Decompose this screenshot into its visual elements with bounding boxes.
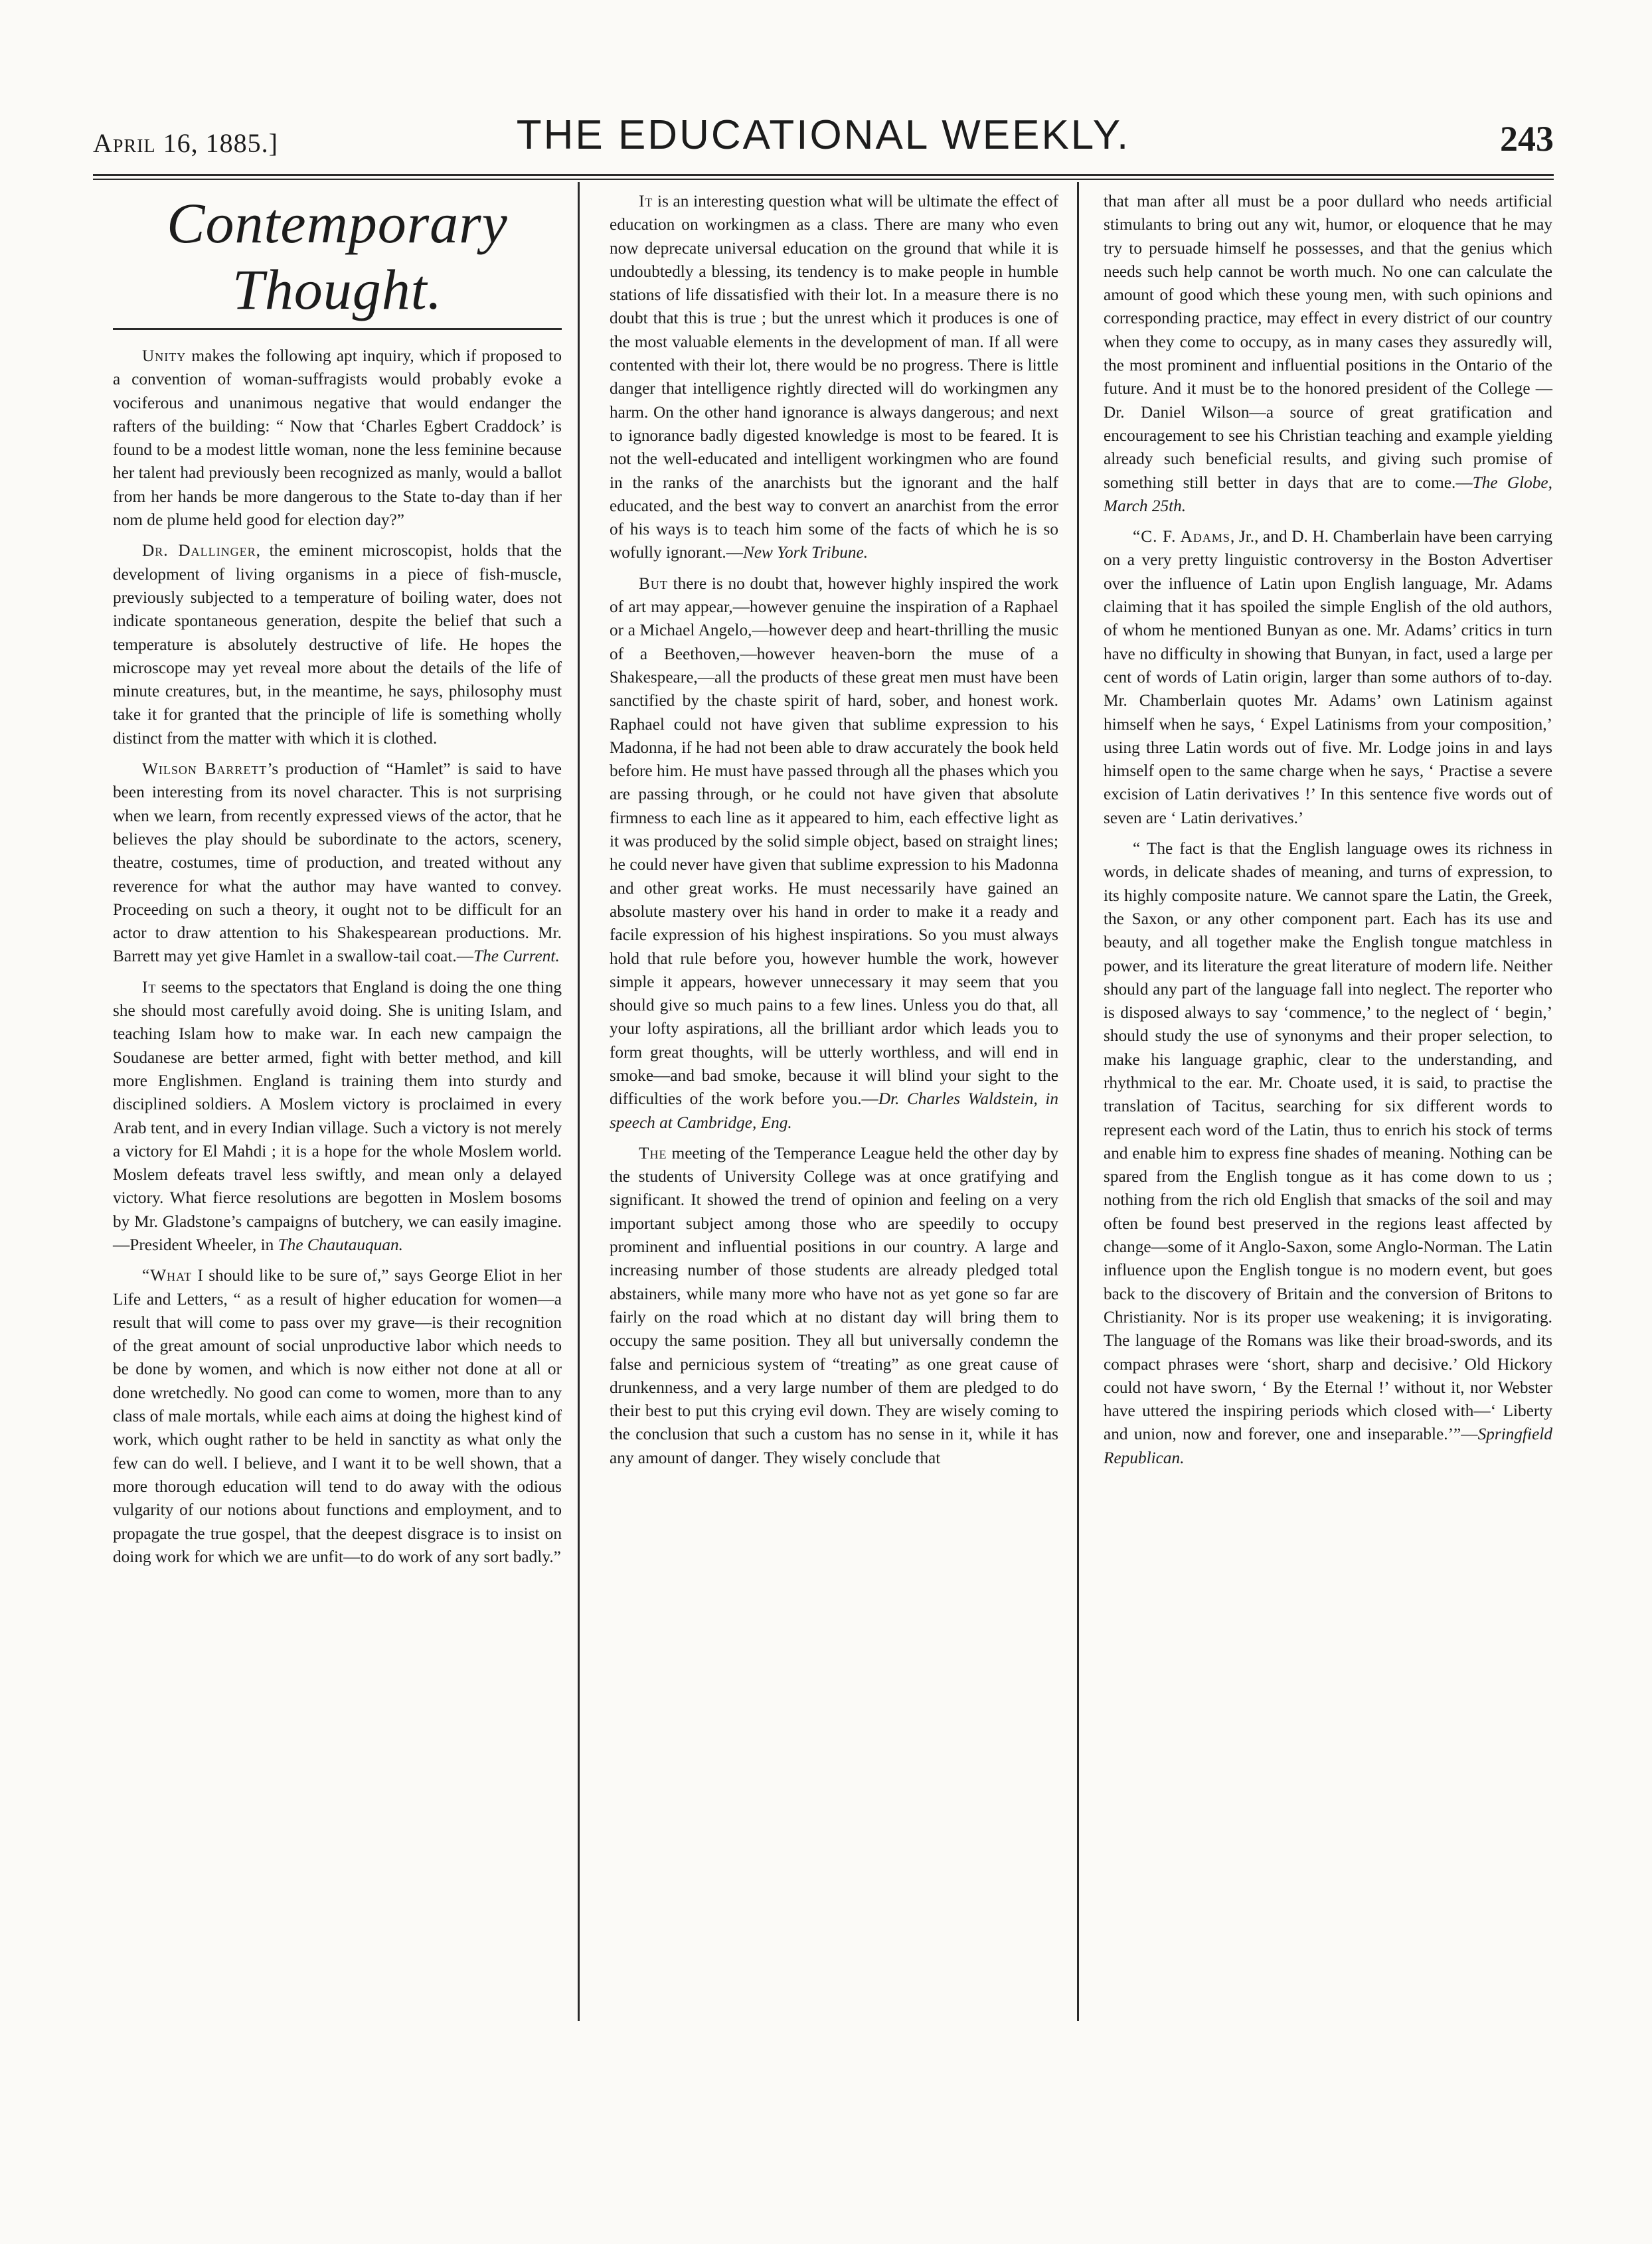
column-divider-2 bbox=[1077, 182, 1079, 2021]
article-text: I should like to be sure of,” says George Eliot in her Life and Letters, “ as a result of higher education for women—a result that will come to pass over my grave—is their recognition of the great amount of social unproductive labor which needs to be done by women, and which is now either not done at all or done wretchedly. No good can come to women, more than to any class of male mortals, while each aims at doing the highest kind of work, which ought rather to be held in sanctity as what only the few can do well. I believe, and I want it to be well shown, that a more thorough education will tend to do away with the odious vulgarity of our notions about functions and employment, and to propagate the true gospel, that the deepest disgrace is to insist on doing work for which we are unfit—to do work of any sort badly.” bbox=[113, 1266, 562, 1566]
article-paragraph bbox=[610, 572, 1058, 1135]
article-text: , the eminent microscopist, holds that the development of living organisms in a piece of fish-muscle, previously subjected to a temperature of boiling water, does not indicate spontaneous generation, despite the belief that such a temperature is absolutely destructive of life. He hopes the microscope may yet reveal more about the details of the life of minute creatures, but, in the meantime, he says, philosophy must take it for granted that the principle of life is something wholly distinct from the matter with which it is clothed. bbox=[113, 541, 562, 748]
column-left bbox=[113, 190, 562, 1576]
article-source: The Globe, March 25th. bbox=[1104, 473, 1552, 515]
article-source: Dr. Charles Waldstein, in speech at Cambridge, Eng. bbox=[610, 1089, 1058, 1132]
article-text: “ The fact is that the English language owes its richness in words, in delicate shades of meaning, and turns of expression, to its highly composite nature. We cannot spare the Latin, the Greek, the Saxon, or any other component part. Each has its use and beauty, and all together make the English tongue matchless in power, and its literature the great literature of modern life. Neither should any part of the language fall into neglect. The reporter who is disposed always to say ‘commence,’ to the neglect of ‘ begin,’ should study the use of synonyms and their proper selection, to make his language graphic, clear to the understanding, and rhythmical to the ear. Mr. Choate used, it is said, to practise the translation of Tacitus, searching for six different words to represent each word of the Latin, thus to enrich his stock of terms and enable him to express fine shades of meaning. Nothing can be spared from the English tongue as it has come down to us ; nothing from the rich old English that smacks of the soil and may often be found best preserved in the regions least affected by change—some of it Anglo-Saxon, some Anglo-Norman. The Latin influence upon the English tongue is no modern event, but goes back to the discovery of Britain and the conversion of Britons to Christianity. Nor is its proper use weakening; it is invigorating. The language of the Romans was like their broad-swords, and its compact phrases were ‘short, sharp and decisive.’ Old Hickory could not have sworn, ‘ By the Eternal !’ without it, nor Webster have uttered the inspiring periods which closed with—‘ Liberty and union, now and forever, one and inseparable.’”— bbox=[1104, 839, 1552, 1444]
article-lead: The bbox=[639, 1143, 667, 1162]
article-paragraph bbox=[113, 758, 562, 969]
column-divider-1 bbox=[578, 182, 580, 2021]
article-paragraph bbox=[113, 345, 562, 532]
article-paragraph bbox=[1104, 525, 1552, 830]
article-paragraph bbox=[610, 190, 1058, 565]
article-text: there is no doubt that, however highly inspired the work of art may appear,—however genuine the inspiration of a Raphael or a Michael Angelo,—however deep and heart-thrilling the music of a Beethoven,—however heaven-born the muse of a Shakespeare,—all the products of these great men must have been sanctified by the chaste spirit of hard, sober, and honest work. Raphael could not have given that sublime expression to his Madonna, if he had not been able to draw accurately the book held before him. He must have passed through all the phases which you are passing through, or he could not have given that absolute firmness to each line as it appeared to him, each effective light as it was produced by the solid simple object, based on straight lines; he could never have given that sublime expression to his Madonna and other great works. He must necessarily have gained an absolute mastery over his hand in order to make it a ready and facile expression of his highest inspirations. So you must always hold that rule before you, however humble the work, however simple it appears, however unnecessary it may seem that you should give so much pains to a few lines. Unless you do that, all your lofty aspirations, all the brilliant ardor which leads you to form great thoughts, will be utterly worthless, and will end in smoke—and bad smoke, because it will blind your sight to the difficulties of the work before you.— bbox=[610, 574, 1058, 1109]
article-source: Springfield Republican. bbox=[1104, 1425, 1552, 1467]
publication-title: THE EDUCATIONAL WEEKLY. bbox=[516, 112, 1131, 158]
header-rule-bottom bbox=[93, 179, 1554, 180]
article-source: The Chautauquan. bbox=[278, 1235, 403, 1254]
article-text: that man after all must be a poor dullard who needs artificial stimulants to bring out any wit, humor, or eloquence that he may try to persuade himself he possesses, and that the genius which needs such help cannot be worth much. No one can calculate the amount of good which these young men, with such opinions and corresponding practice, may effect in every district of our country when they come to occupy, as in many cases they assuredly will, the most prominent and influential positions in the Ontario of the future. And it must be to the honored president of the College —Dr. Daniel Wilson—a source of great gratification and encouragement to see his Christian teaching and example yielding already such beneficial results, and giving such promise of something still better in days that are to come.— bbox=[1104, 192, 1552, 492]
header-rule-top bbox=[93, 174, 1554, 176]
article-lead: It bbox=[639, 192, 653, 210]
article-lead: Wilson Barrett bbox=[142, 760, 268, 779]
page-number: 243 bbox=[1500, 119, 1554, 159]
page-header bbox=[93, 112, 1554, 165]
section-title: Contemporary Thought. bbox=[167, 191, 508, 321]
issue-date: April 16, 1885.] bbox=[93, 128, 278, 158]
article-source: The Current. bbox=[473, 947, 560, 966]
article-text: ’s production of “Hamlet” is said to have been interesting from its novel character. This is not surprising when we learn, from recently expressed views of the actor, that he believes the play should be subordinate to the actors, scenery, theatre, costumes, time of production, and treated without any reverence for what the author may have wanted to convey. Proceeding on such a theory, it ought not to be difficult for an actor to draw attention to his Shakespearean productions. Mr. Barrett may yet give Hamlet in a swallow-tail coat.— bbox=[113, 760, 562, 966]
column-right bbox=[1104, 190, 1552, 1477]
article-lead: “What bbox=[142, 1266, 193, 1285]
article-paragraph bbox=[113, 1264, 562, 1569]
article-text: seems to the spectators that England is doing the one thing she should most carefully avoid doing. She is uniting Islam, and teaching Islam how to make war. In each new campaign the Soudanese are better armed, fight with better method, and kill more Englishmen. England is training them into sturdy and disciplined soldiers. A Moslem victory is proclaimed in every Arab tent, and in every Indian village. Such a victory is not merely a victory for El Mahdi ; it is a hope for the whole Moslem world. Moslem defeats travel less swiftly, and mean only a delayed victory. What fierce resolutions are begotten in Moslem bosoms by Mr. Gladstone’s campaigns of butchery, we can easily imagine.—President Wheeler, in bbox=[113, 977, 562, 1254]
article-lead: But bbox=[639, 574, 668, 593]
article-text: makes the following apt inquiry, which if proposed to a convention of woman-suffragists would probably evoke a vociferous and unanimous negative that would endanger the rafters of the building: “ Now that ‘Charles Egbert Craddock’ is found to be a modest little woman, none the less feminine because her talent had previously been recognized as manly, would a ballot from her hands be more dangerous to the State to-day than if her nom de plume held good for election day?” bbox=[113, 347, 562, 530]
article-lead: Unity bbox=[142, 347, 187, 365]
article-text: is an interesting question what will be ultimate the effect of education on workingmen as a class. There are many who even now deprecate universal education on the ground that while it is undoubtedly a blessing, its tendency is to make people in humble stations of life dissatisfied with their lot. In a measure there is no doubt that this is true ; but the unrest which it produces is one of the most valuable elements in the development of man. If all were contented with their lot, there would be no progress. There is little danger that intelligence rightly directed will do workingmen any harm. On the other hand ignorance is always dangerous; and next to ignorance badly digested knowledge is most to be feared. It is not the well-educated and intelligent workingmen who are found in the ranks of the anarchists but the ignorant and the half educated, and the best way to convert an anarchist from the error of his ways is to teach him some of the facts of which he is so wofully ignorant.— bbox=[610, 192, 1058, 562]
article-text: , Jr., and D. H. Chamberlain have been carrying on a very pretty linguistic controversy in the Boston Advertiser over the influence of Latin upon English language, Mr. Adams claiming that it has spoiled the simple English of the old authors, of whom he mentioned Bunyan as one. Mr. Adams’ critics in turn have no difficulty in showing that Bunyan, in fact, used a large per cent of words of Latin origin, larger than some authors of to-day. Mr. Chamberlain quotes Mr. Adams’ own Latinism against himself when he says, ‘ Expel Latinisms from your composition,’ using three Latin words out of five. Mr. Lodge joins in and lays himself open to the same charge when he says, ‘ Practise a severe excision of Latin derivatives !’ In this sentence five words out of seven are ‘ Latin derivatives.’ bbox=[1104, 527, 1553, 827]
section-title-rule bbox=[113, 328, 562, 330]
article-paragraph bbox=[610, 1142, 1058, 1470]
article-source: New York Tribune. bbox=[742, 543, 868, 562]
article-lead: “C. F. Adams bbox=[1133, 527, 1230, 546]
article-paragraph bbox=[113, 539, 562, 750]
article-text: meeting of the Temperance League held the other day by the students of University College was at once gratifying and significant. It showed the trend of opinion and feeling on a very important subject among those who are speedily to occupy prominent and influential positions in our country. A large and increasing number of those students are already pledged total abstainers, while many more who have not as yet gone so far are fairly on the road which at no distant day will bring them to occupy the same position. They all but universally condemn the false and pernicious system of “treating” as one great cause of drunkenness, and a very large number of them are pledged to do their best to put this crying evil down. They are wisely coming to the conclusion that such a custom has no sense in it, while it has any amount of danger. They wisely conclude that bbox=[610, 1143, 1058, 1467]
article-paragraph bbox=[113, 976, 562, 1257]
column-middle bbox=[610, 190, 1058, 1477]
article-paragraph bbox=[1104, 190, 1552, 518]
article-lead: It bbox=[142, 977, 157, 997]
article-paragraph bbox=[1104, 837, 1552, 1470]
article-lead: Dr. Dallinger bbox=[142, 541, 256, 560]
